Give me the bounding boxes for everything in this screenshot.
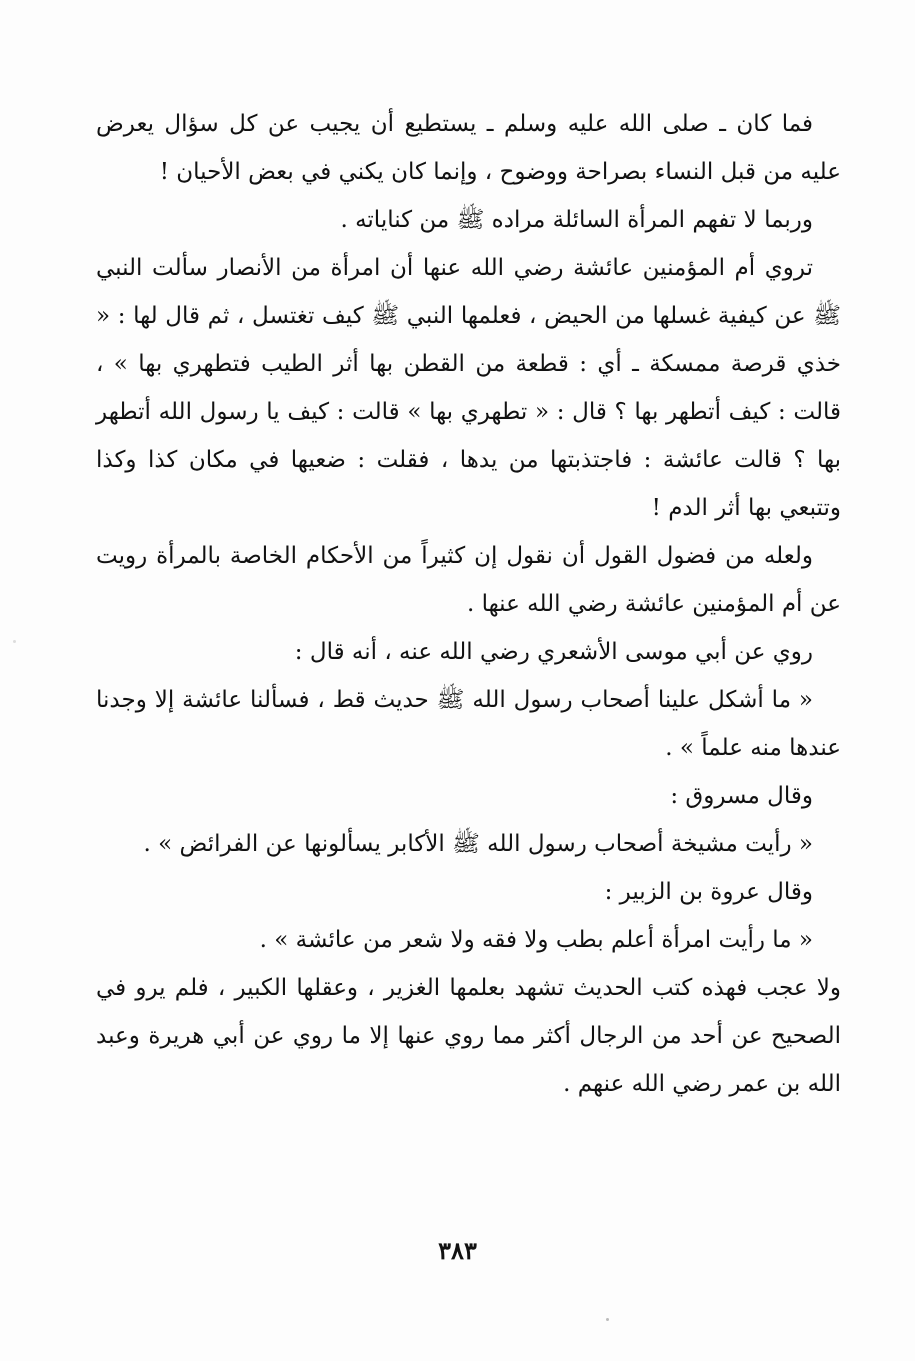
paragraph-2: وربما لا تفهم المرأة السائلة مراده ﷺ من كناياته . bbox=[340, 207, 813, 233]
page-number: ٣٨٣ bbox=[438, 1236, 477, 1265]
paragraph-7: وقال عروة بن الزبير : bbox=[604, 879, 813, 905]
paragraph-5: روي عن أبي موسى الأشعري رضي الله عنه ، أنه قال : bbox=[294, 639, 813, 665]
quote-2: « رأيت مشيخة أصحاب رسول الله ﷺ الأكابر يسألونها عن الفرائض » . bbox=[143, 831, 813, 857]
paragraph-6: وقال مسروق : bbox=[670, 783, 813, 809]
paragraph-3: تروي أم المؤمنين عائشة رضي الله عنها أن امرأة من الأنصار سألت النبي ﷺ عن كيفية غسلها من الحيض ، فعلمها النبي ﷺ كيف تغتسل ، ثم قال لها : « خذي قرصة ممسكة ـ أي : قطعة من القطن بها أثر الطيب فتطهري بها » ، قالت : كيف أتطهر بها ؟ قال : « تطهري بها » قالت : كيف يا رسول الله أتطهر بها ؟ قالت عائشة : فاجتذبتها من يدها ، فقلت : ضعيها في مكان كذا وكذا وتتبعي بها أثر الدم ! bbox=[96, 255, 841, 521]
paragraph-1: فما كان ـ صلى الله عليه وسلم ـ يستطيع أن يجيب عن كل سؤال يعرض عليه من قبل النساء بصراحة ووضوح ، وإنما كان يكني في بعض الأحيان ! bbox=[96, 111, 841, 185]
page-body-text bbox=[96, 100, 841, 1108]
quote-3: « ما رأيت امرأة أعلم بطب ولا فقه ولا شعر من عائشة » . bbox=[259, 927, 813, 953]
scan-speck bbox=[13, 640, 16, 643]
scan-speck bbox=[606, 1318, 609, 1321]
paragraph-8: ولا عجب فهذه كتب الحديث تشهد بعلمها الغزير ، وعقلها الكبير ، فلم يرو في الصحيح عن أحد من الرجال أكثر مما روي عنها إلا ما روي عن أبي هريرة وعبد الله بن عمر رضي الله عنهم . bbox=[96, 975, 841, 1097]
quote-1: « ما أشكل علينا أصحاب رسول الله ﷺ حديث قط ، فسألنا عائشة إلا وجدنا عندها منه علماً » . bbox=[96, 687, 841, 761]
paragraph-4: ولعله من فضول القول أن نقول إن كثيراً من الأحكام الخاصة بالمرأة رويت عن أم المؤمنين عائشة رضي الله عنها . bbox=[96, 543, 841, 617]
